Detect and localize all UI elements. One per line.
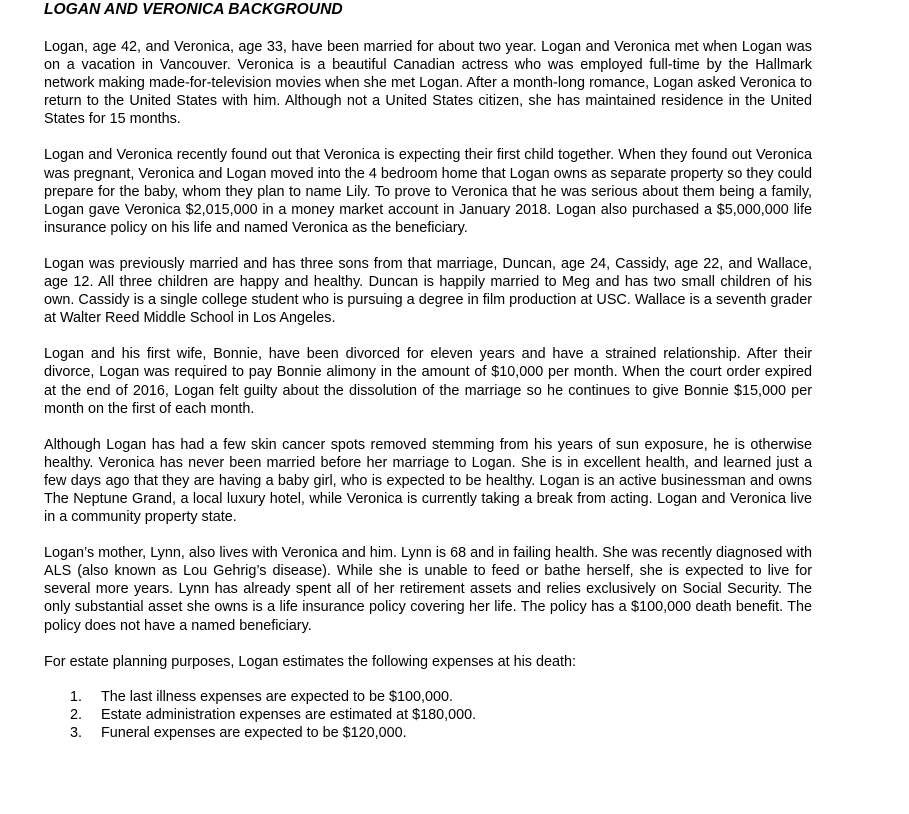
- list-item-number: 2.: [70, 706, 83, 723]
- list-item-text: The last illness expenses are expected to be $100,000.: [101, 688, 454, 705]
- list-item-number: 1.: [70, 688, 83, 705]
- paragraph-first-wife-alimony: Logan and his first wife, Bonnie, have been divorced for eleven years and have a strained relationship. After their divorce, Logan was required to pay Bonnie alimony in the amount of $10,000 per month. When the court order expired at the end of 2016, Logan felt guilty about the dissolution of the marriage so he continues to give Bonnie $15,000 per month on the first of each month.: [44, 346, 812, 417]
- document-page: [44, 0, 812, 742]
- list-item: [44, 706, 812, 724]
- list-item-number: 3.: [70, 724, 83, 741]
- paragraph-mother-lynn: Logan’s mother, Lynn, also lives with Veronica and him. Lynn is 68 and in failing health. She was recently diagnosed with ALS (also known as Lou Gehrig’s disease). While she is unable to feed or bathe herself, she is expected to live for several more years. Lynn has already spent all of her retirement assets and relies exclusively on Social Security. The only substantial asset she owns is a life insurance policy covering her life. The policy has a $100,000 death benefit. The policy does not have a named beneficiary.: [44, 545, 812, 634]
- paragraph-marriage-background: Logan, age 42, and Veronica, age 33, have been married for about two year. Logan and Veronica met when Logan was on a vacation in Vancouver. Veronica is a beautiful Canadian actress who was employed full-time by the Hallmark network making made-for-television movies when she met Logan. After a month-long romance, Logan asked Veronica to return to the United States with him. Although not a United States citizen, she has maintained residence in the United States for 15 months.: [44, 39, 812, 128]
- expenses-list: [44, 688, 812, 742]
- list-item-text: Funeral expenses are expected to be $120,000.: [101, 724, 407, 741]
- paragraph-pregnancy-and-gifts: Logan and Veronica recently found out that Veronica is expecting their first child together. When they found out Veronica was pregnant, Veronica and Logan moved into the 4 bedroom home that Logan owns as separate property so they could prepare for the baby, whom they plan to name Lily. To prove to Veronica that he was serious about them being a family, Logan gave Veronica $2,015,000 in a money market account in January 2018. Logan also purchased a $5,000,000 life insurance policy on his life and named Veronica as the beneficiary.: [44, 147, 813, 236]
- list-item: [44, 688, 812, 706]
- list-item-text: Estate administration expenses are estimated at $180,000.: [101, 706, 477, 723]
- paragraph-health-and-business: Although Logan has had a few skin cancer spots removed stemming from his years of sun exposure, he is otherwise healthy. Veronica has never been married before her marriage to Logan. She is in excellent health, and learned just a few days ago that they are having a baby girl, who is expected to be healthy. Logan is an active businessman and owns The Neptune Grand, a local luxury hotel, while Veronica is currently taking a break from acting. Logan and Veronica live in a community property state.: [44, 436, 812, 526]
- document-title: LOGAN AND VERONICA BACKGROUND: [44, 1, 343, 18]
- paragraph-previous-children: Logan was previously married and has three sons from that marriage, Duncan, age 24, Cassidy, age 22, and Wallace, age 12. All three children are happy and healthy. Duncan is happily married to Meg and has two small children of his own. Cassidy is a single college student who is pursuing a degree in film production at USC. Wallace is a seventh grader at Walter Reed Middle School in Los Angeles.: [44, 255, 812, 327]
- expenses-intro: For estate planning purposes, Logan estimates the following expenses at his death:: [44, 653, 576, 670]
- list-item: [44, 724, 812, 742]
